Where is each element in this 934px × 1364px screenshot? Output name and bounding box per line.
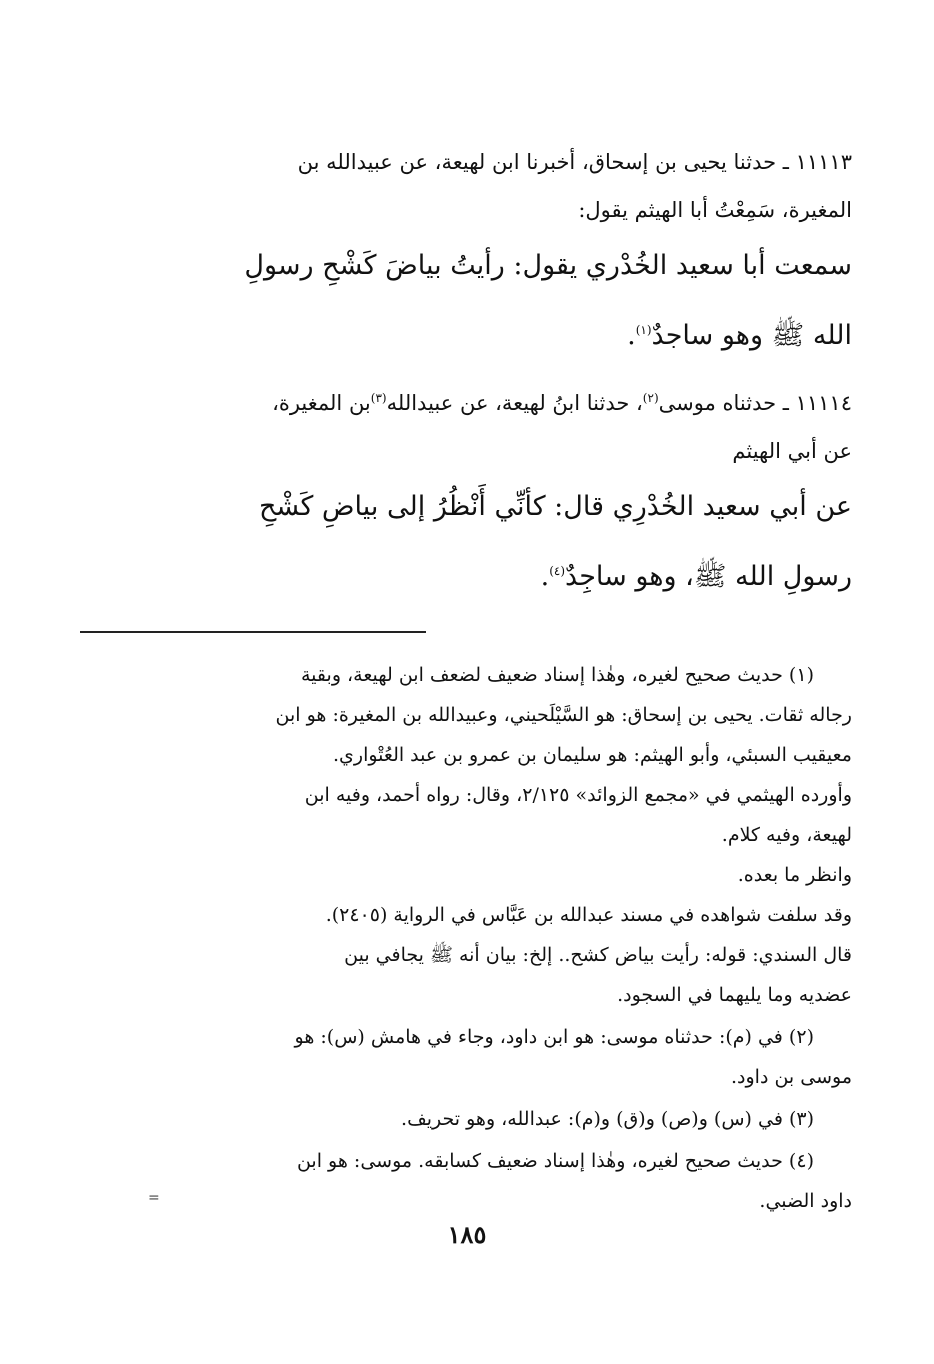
footnote-marker: (١)	[635, 323, 652, 337]
hadith-head-line: المغيرة، سَمِعْتُ أبا الهيثم يقول:	[578, 198, 852, 222]
hadith-matn-line	[80, 298, 852, 368]
hadith-matn-text: رسولِ الله ﷺ، وهو ساجِدٌ	[565, 561, 852, 592]
footnote-line: وأورده الهيثمي في «مجمع الزوائد» ٢/١٢٥، وقال: رواه أحمد، وفيه ابن	[304, 784, 852, 806]
hadith-matn-text: الله ﷺ وهو ساجدٌ	[651, 320, 852, 351]
footnote-marker: (٢)	[642, 391, 659, 405]
hadith-head-text: ١١١١٤ ـ حدثناه موسى	[658, 391, 852, 415]
hadith-head-line: عن أبي الهيثم	[732, 439, 852, 463]
hadith-11114	[80, 374, 852, 609]
hadith-matn-line: سمعت أبا سعيد الخُدْري يقول: رأيتُ بياضَ كَشْحِ رسولِ	[244, 250, 852, 281]
footnote-2	[80, 1017, 852, 1097]
hadith-head-text: بن المغيرة،	[272, 391, 371, 415]
footnote-line: قال السندي: قوله: رأيت بياض كشح.. إلخ: بيان أنه ﷺ يجافي بين	[344, 944, 852, 966]
footnote-line: رجاله ثقات. يحيى بن إسحاق: هو السَّيْلَحيني، وعبيدالله بن المغيرة: هو ابن	[275, 704, 852, 726]
page-content	[80, 138, 852, 1223]
hadith-11113	[80, 138, 852, 368]
hadith-head-text: ، حدثنا ابنُ لهيعة، عن عبيدالله	[386, 391, 643, 415]
footnotes	[80, 655, 852, 1221]
footnote-line: وانظر ما بعده.	[737, 864, 852, 886]
footnote-line: موسى بن داود.	[731, 1066, 852, 1088]
footnote-1	[80, 655, 852, 1015]
footnote-line: عضديه وما يليهما في السجود.	[617, 984, 852, 1006]
footnote-line: معيقيب السبئي، وأبو الهيثم: هو سليمان بن عمرو بن عبد العُتْواري.	[332, 744, 852, 766]
hadith-head-line	[80, 374, 852, 427]
page-number: ١٨٥	[447, 1220, 487, 1249]
continuation-mark: =	[148, 1190, 160, 1206]
footnote-3	[80, 1099, 852, 1139]
hadith-matn-line: عن أبي سعيد الخُدْرِي قال: كأنِّي أَنْظُرُ إلى بياضِ كَشْحِ	[258, 491, 852, 522]
footnote-line: وقد سلفت شواهده في مسند عبدالله بن عَبَّاس في الرواية (٢٤٠٥).	[325, 904, 852, 926]
footnote-4	[80, 1141, 852, 1221]
hadith-head-line: ١١١١٣ ـ حدثنا يحيى بن إسحاق، أخبرنا ابن لهيعة، عن عبيدالله بن	[297, 150, 852, 174]
footnote-separator	[80, 631, 426, 633]
footnote-line: لهيعة، وفيه كلام.	[721, 824, 852, 846]
footnote-line: (٤) حديث صحيح لغيره، وهٰذا إسناد ضعيف كسابقه. موسى: هو ابن	[296, 1150, 814, 1172]
full-stop: .	[540, 561, 550, 592]
footnote-line: داود الضبي.	[759, 1190, 852, 1212]
full-stop: .	[627, 320, 636, 351]
footnote-line: (١) حديث صحيح لغيره، وهٰذا إسناد ضعيف لضعف ابن لهيعة، وبقية	[301, 664, 814, 686]
hadith-matn-line	[80, 539, 852, 609]
footnote-marker: (٣)	[370, 391, 387, 405]
footnote-line: (٢) في (م): حدثناه موسى: هو ابن داود، وجاء في هامش (س): هو	[294, 1026, 814, 1048]
footnote-marker: (٤)	[549, 564, 566, 578]
footnote-line: (٣) في (س) و(ص) و(ق) و(م): عبدالله، وهو تحريف.	[401, 1108, 814, 1130]
